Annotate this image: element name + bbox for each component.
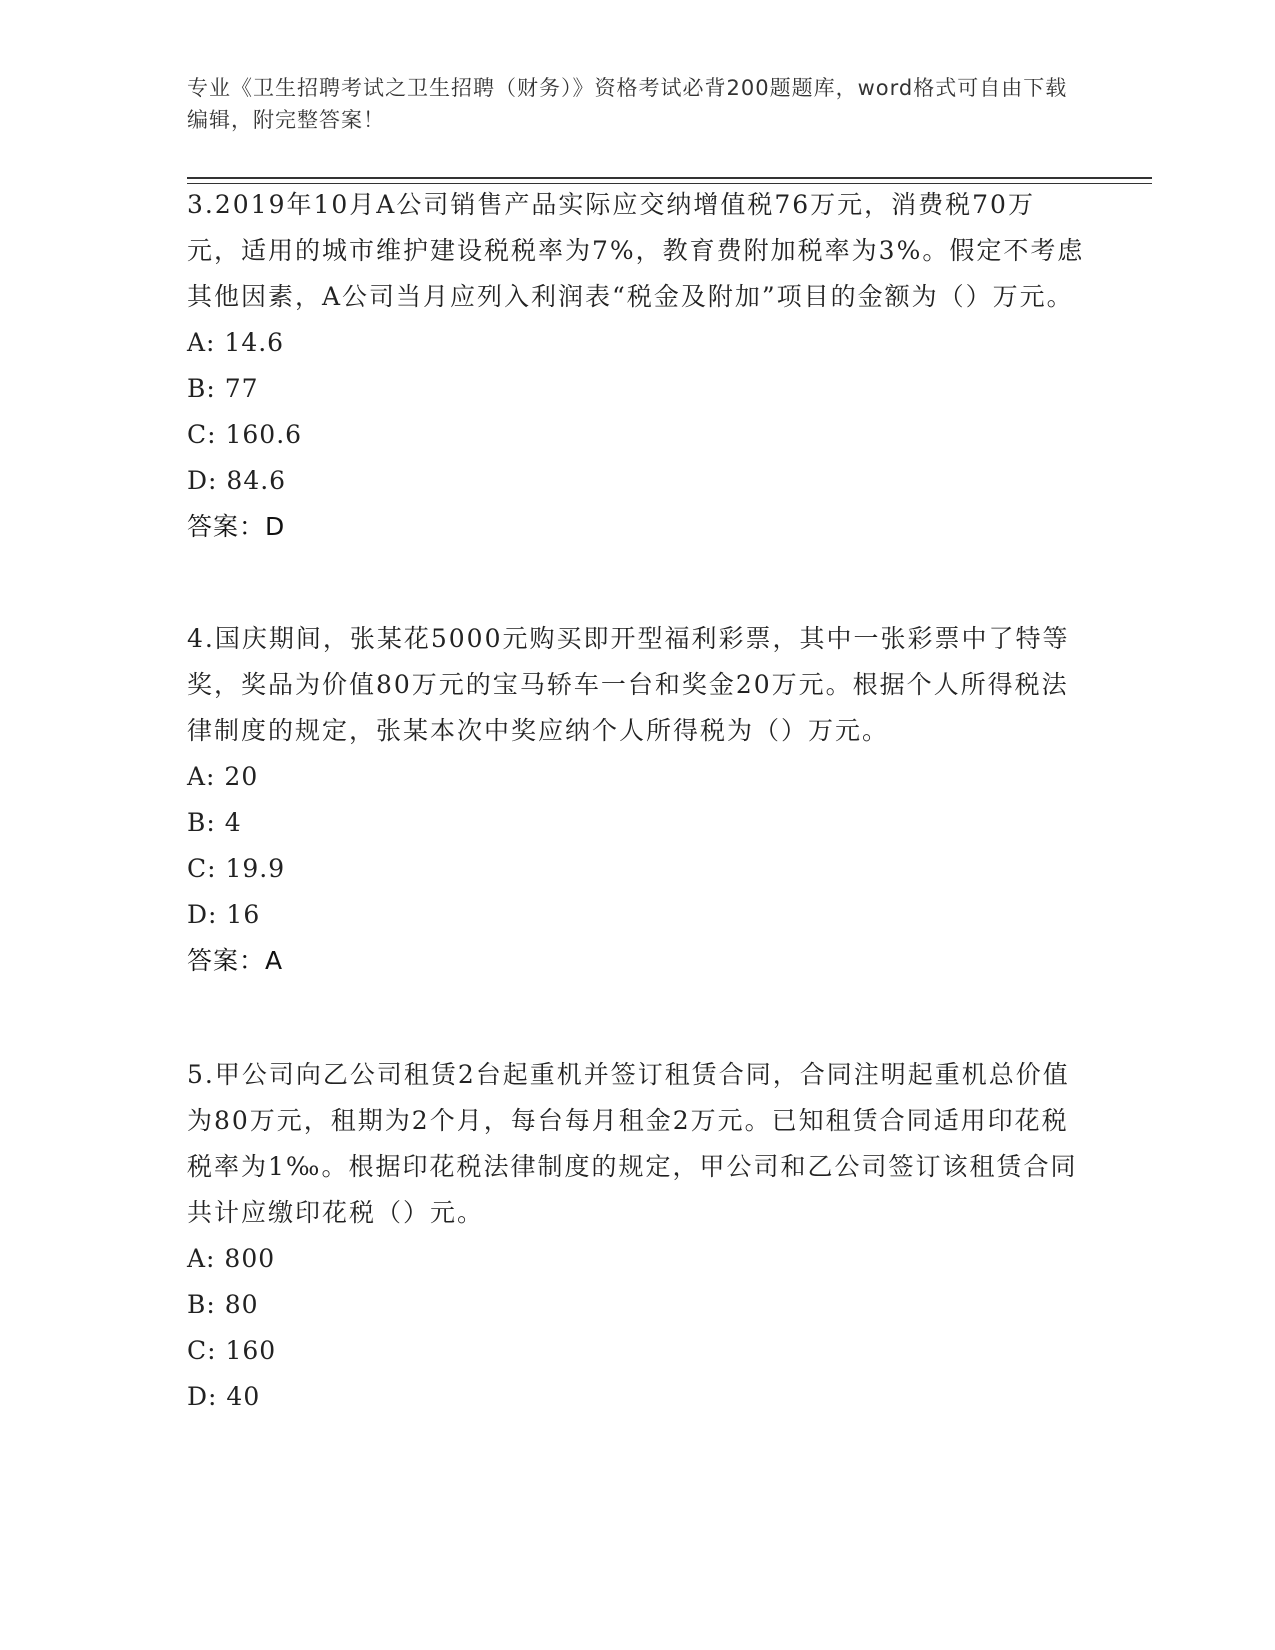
- option-c: C: 19.9: [187, 854, 286, 883]
- option-b: B: 4: [187, 808, 242, 837]
- question-4: [187, 616, 1087, 984]
- option-d: D: 84.6: [187, 466, 287, 495]
- option-a: A: 800: [187, 1244, 276, 1273]
- question-stem: 3.2019年10月A公司销售产品实际应交纳增值税76万元，消费税70万元，适用的城市维护建设税税率为7%，教育费附加税率为3%。假定不考虑其他因素，A公司当月应列入利润表“税金及附加”项目的金额为（）万元。: [187, 190, 1085, 311]
- question-stem: 5.甲公司向乙公司租赁2台起重机并签订租赁合同，合同注明起重机总价值为80万元，租期为2个月，每台每月租金2万元。已知租赁合同适用印花税税率为1‰。根据印花税法律制度的规定，甲公司和乙公司签订该租赁合同共计应缴印花税（）元。: [187, 1060, 1078, 1227]
- header-rule-thick: [187, 177, 1152, 179]
- question-stem: 4.国庆期间，张某花5000元购买即开型福利彩票，其中一张彩票中了特等奖，奖品为价值80万元的宝马轿车一台和奖金20万元。根据个人所得税法律制度的规定，张某本次中奖应纳个人所得税为（）万元。: [187, 624, 1070, 745]
- option-c: C: 160: [187, 1336, 277, 1365]
- option-d: D: 40: [187, 1382, 261, 1411]
- option-c: C: 160.6: [187, 420, 303, 449]
- question-3: [187, 182, 1087, 550]
- option-a: A: 14.6: [187, 328, 285, 357]
- option-d: D: 16: [187, 900, 261, 929]
- answer: 答案：A: [187, 946, 284, 975]
- header-title: 专业《卫生招聘考试之卫生招聘（财务）》资格考试必背200题题库，word格式可自由下载编辑，附完整答案！: [187, 76, 1068, 132]
- option-b: B: 77: [187, 374, 259, 403]
- page-header: [187, 72, 1087, 136]
- option-a: A: 20: [187, 762, 259, 791]
- question-5: [187, 1052, 1087, 1420]
- answer: 答案：D: [187, 512, 286, 541]
- option-b: B: 80: [187, 1290, 259, 1319]
